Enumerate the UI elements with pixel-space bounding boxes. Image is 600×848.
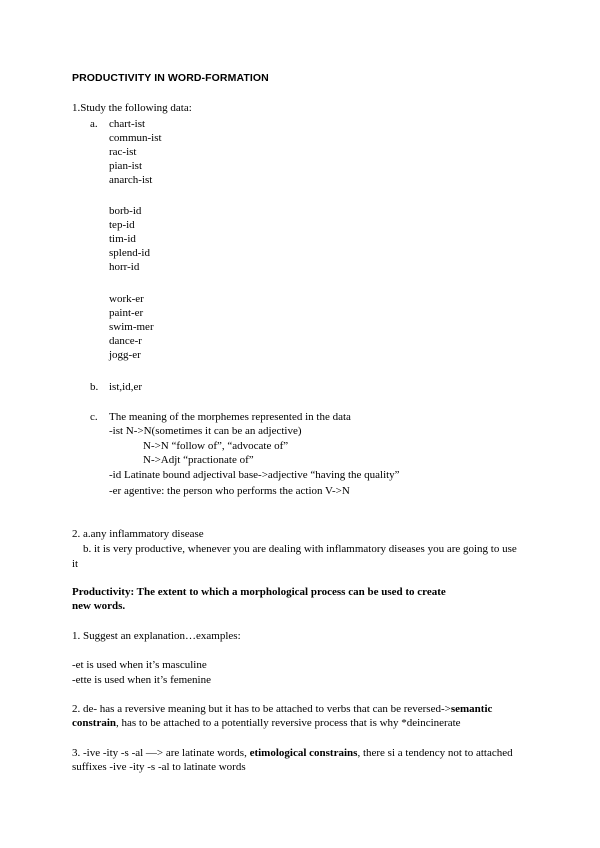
question1-heading: 1. Suggest an explanation…examples: <box>72 630 241 642</box>
question3-line2: suffixes -ive -ity -s -al to latinate words <box>72 761 246 773</box>
list-item: work-er <box>109 293 144 305</box>
section2-b-line1: b. it is very productive, whenever you are dealing with inflammatory diseases you are going to use <box>83 543 517 555</box>
list-item: splend-id <box>109 247 150 259</box>
meaning-line: -ist N->N(sometimes it can be an adjective) <box>109 425 302 437</box>
list-item: rac-ist <box>109 146 137 158</box>
list-item: tep-id <box>109 219 135 231</box>
question2-text-end: , has to be attached to a potentially reversive process that is why *deincinerate <box>116 717 461 729</box>
word-list-ist <box>109 117 162 187</box>
meaning-line: N->Adjt “practionate of” <box>143 454 254 466</box>
meaning-line: -id Latinate bound adjectival base->adjective “having the quality” <box>109 469 400 481</box>
meaning-line: -er agentive: the person who performs the action V->N <box>109 485 350 497</box>
question3-line1 <box>72 746 513 760</box>
productivity-definition-line1: Productivity: The extent to which a morphological process can be used to create <box>72 586 446 598</box>
list-item: paint-er <box>109 307 144 319</box>
question2-bold-semantic: semantic <box>450 703 493 715</box>
list-item: chart-ist <box>109 118 146 130</box>
list-item: commun-ist <box>109 132 162 144</box>
item-c-text: The meaning of the morphemes represented in the data <box>109 411 351 423</box>
item-b-text: ist,id,er <box>109 381 142 393</box>
item-a-marker: a. <box>90 118 98 130</box>
section1-intro: 1.Study the following data: <box>72 102 192 114</box>
question2-bold-constrain: constrain <box>72 717 116 729</box>
question2-paragraph <box>72 702 532 730</box>
question3-text: 3. -ive -ity -s -al —> are latinate words, <box>72 747 250 759</box>
word-list-er <box>109 292 154 362</box>
list-item: jogg-er <box>109 349 141 361</box>
question1-line1: -et is used when it’s masculine <box>72 659 207 671</box>
productivity-definition-line2: new words. <box>72 600 126 612</box>
question3-bold: etimological constrains <box>249 747 358 759</box>
list-item: swim-mer <box>109 321 154 333</box>
question1-line2: -ette is used when it’s femenine <box>72 674 211 686</box>
item-c-marker: c. <box>90 411 98 423</box>
list-item: anarch-ist <box>109 174 153 186</box>
list-item: horr-id <box>109 261 140 273</box>
question2-text: 2. de- has a reversive meaning but it has to be attached to verbs that can be reversed-> <box>72 703 451 715</box>
meaning-line: N->N “follow of”, “advocate of” <box>143 440 289 452</box>
list-item: borb-id <box>109 205 142 217</box>
section2-a: 2. a.any inflammatory disease <box>72 528 204 540</box>
question3-text-end: , there si a tendency not to attached <box>357 747 513 759</box>
list-item: pian-ist <box>109 160 142 172</box>
item-b-marker: b. <box>90 381 99 393</box>
section2-b-line2: it <box>72 558 79 570</box>
page-title: PRODUCTIVITY IN WORD-FORMATION <box>72 72 269 84</box>
word-list-id <box>109 204 150 274</box>
list-item: dance-r <box>109 335 142 347</box>
list-item: tim-id <box>109 233 136 245</box>
